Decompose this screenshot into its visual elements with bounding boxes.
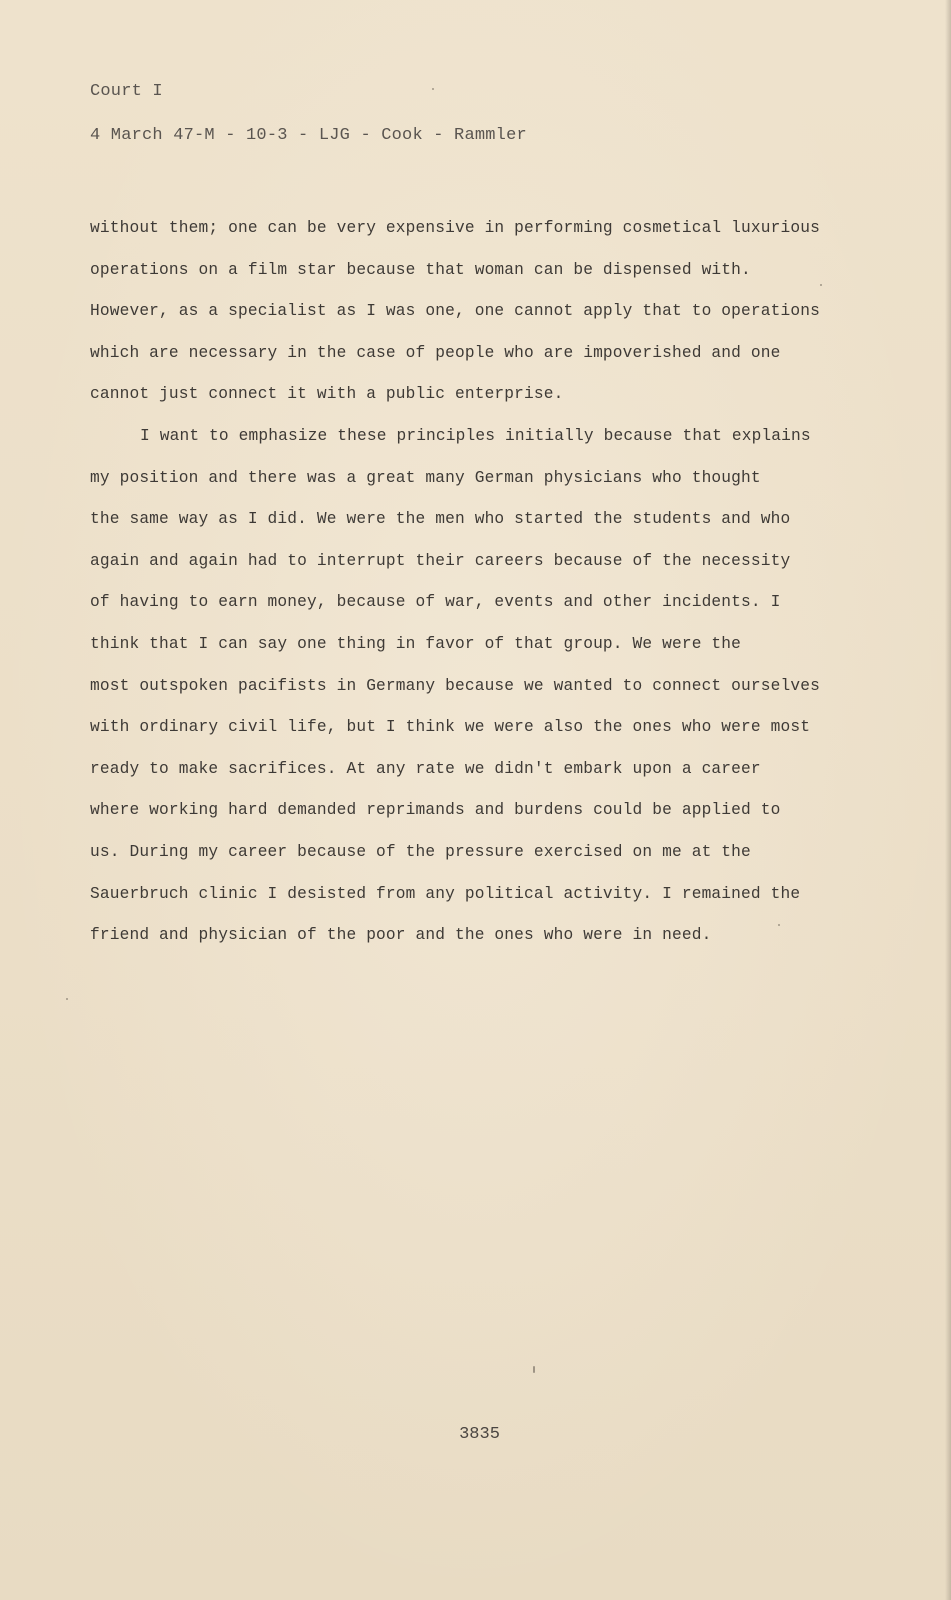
paper-speck (66, 998, 68, 1000)
text-line: us. During my career because of the pressure exercised on me at the (90, 842, 751, 861)
court-label: Court I (90, 82, 163, 101)
session-line: 4 March 47-M - 10-3 - LJG - Cook - Rammler (90, 126, 527, 145)
text-line: of having to earn money, because of war, events and other incidents. I (90, 593, 781, 612)
text-line: most outspoken pacifists in Germany because we wanted to connect ourselves (90, 676, 820, 695)
text-line: where working hard demanded reprimands and burdens could be applied to (90, 801, 781, 820)
page-edge-shadow (945, 0, 951, 1600)
text-line: with ordinary civil life, but I think we were also the ones who were most (90, 718, 811, 737)
paper-speck (533, 1366, 535, 1373)
paragraph-1 (90, 208, 860, 416)
paragraph-2 (90, 416, 860, 957)
text-line: friend and physician of the poor and the ones who were in need. (90, 926, 712, 945)
paper-speck (778, 924, 780, 926)
text-line: However, as a specialist as I was one, one cannot apply that to operations (90, 302, 820, 321)
page-number: 3835 (459, 1425, 500, 1444)
text-line: without them; one can be very expensive in performing cosmetical luxurious (90, 219, 820, 237)
text-line: again and again had to interrupt their careers because of the necessity (90, 551, 791, 570)
text-line: ready to make sacrifices. At any rate we didn't embark upon a career (90, 759, 761, 778)
transcript-body (90, 208, 860, 957)
text-line: operations on a film star because that woman can be dispensed with. (90, 260, 751, 279)
text-line: cannot just connect it with a public enterprise. (90, 385, 564, 404)
text-line: the same way as I did. We were the men who started the students and who (90, 510, 791, 529)
text-line: my position and there was a great many German physicians who thought (90, 468, 761, 487)
text-line: which are necessary in the case of people who are impoverished and one (90, 343, 781, 362)
paper-speck (820, 284, 822, 286)
text-line: I want to emphasize these principles initially because that explains (140, 426, 811, 445)
text-line: Sauerbruch clinic I desisted from any political activity. I remained the (90, 884, 801, 903)
paper-speck (432, 88, 434, 90)
text-line: think that I can say one thing in favor of that group. We were the (90, 634, 742, 653)
